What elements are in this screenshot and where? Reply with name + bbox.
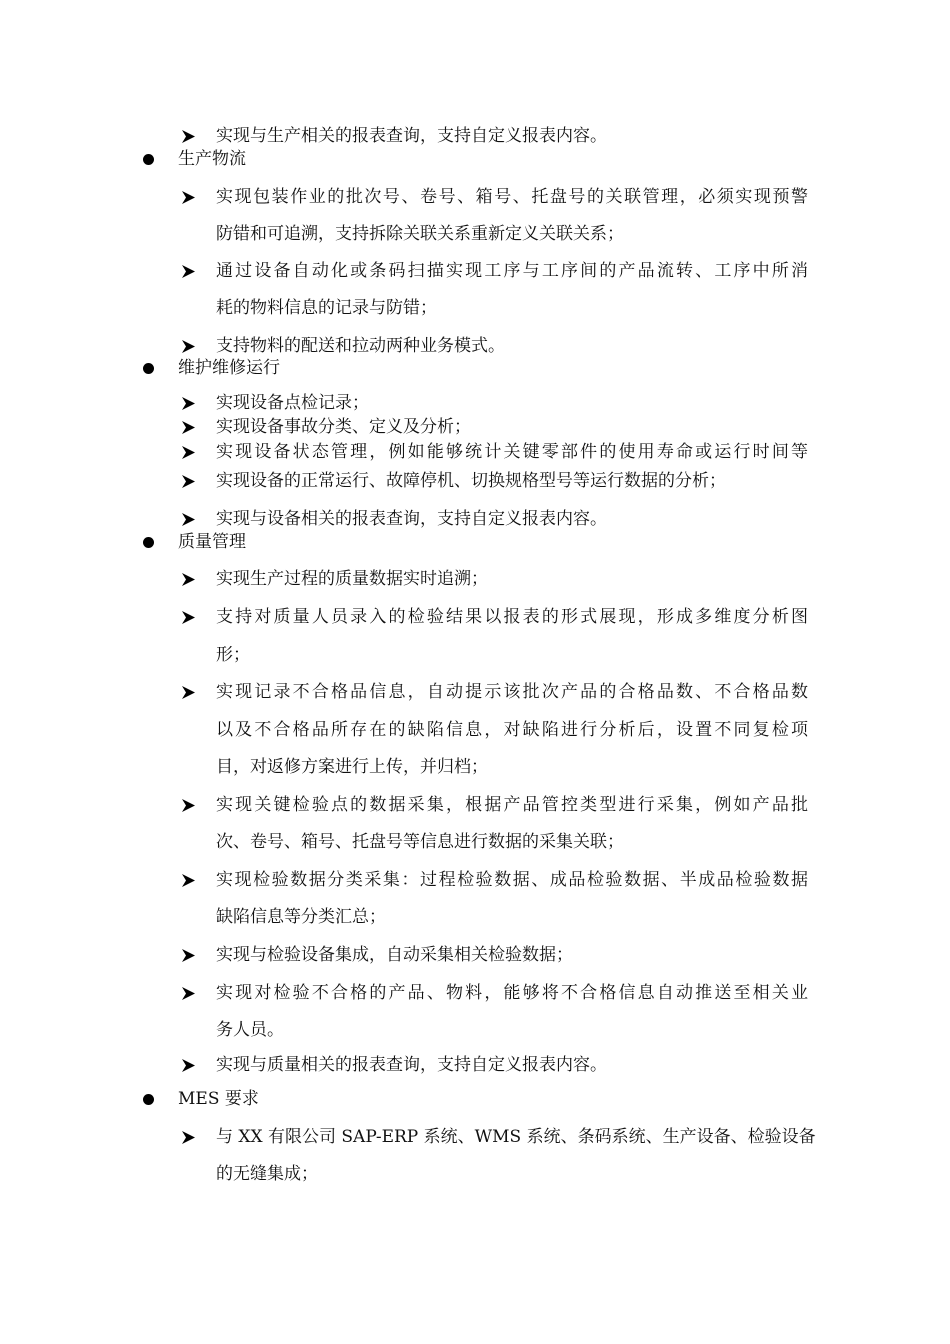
list-item-text: 的无缝集成； <box>216 1164 318 1184</box>
arrow-bullet-icon <box>181 987 195 1000</box>
list-item-text: 以及不合格品所存在的缺陷信息，对缺陷进行分析后，设置不同复检项 <box>216 720 808 740</box>
arrow-bullet-icon <box>181 421 195 434</box>
dot-bullet-icon <box>143 537 154 548</box>
dot-bullet-icon <box>143 154 154 165</box>
arrow-bullet-icon <box>181 191 195 204</box>
list-item <box>0 415 950 439</box>
list-item-text: 实现生产过程的质量数据实时追溯； <box>216 569 488 589</box>
list-item <box>0 981 950 1005</box>
arrow-bullet-icon <box>181 340 195 353</box>
section-title: 维护维修运行 <box>178 358 280 378</box>
list-item <box>0 567 950 591</box>
list-item <box>0 334 950 358</box>
arrow-bullet-icon <box>181 874 195 887</box>
list-item-text: 形； <box>216 645 250 665</box>
list-item-continuation <box>0 1162 950 1186</box>
list-item-text: 实现设备状态管理，例如能够统计关键零部件的使用寿命或运行时间等 <box>216 442 808 462</box>
list-item-text: 缺陷信息等分类汇总； <box>216 907 386 927</box>
list-item <box>0 943 950 967</box>
list-item <box>0 868 950 892</box>
list-item <box>0 391 950 415</box>
list-item-text: 次、卷号、箱号、托盘号等信息进行数据的采集关联； <box>216 832 624 852</box>
list-item-text: 实现检验数据分类采集：过程检验数据、成品检验数据、半成品检验数据 <box>216 870 808 890</box>
list-item-continuation <box>0 643 950 667</box>
list-item <box>0 793 950 817</box>
list-item-text: 支持对质量人员录入的检验结果以报表的形式展现，形成多维度分析图 <box>216 607 808 627</box>
arrow-bullet-icon <box>181 686 195 699</box>
arrow-bullet-icon <box>181 397 195 410</box>
list-item-continuation <box>0 1018 950 1042</box>
list-item-text: 与 XX 有限公司 SAP-ERP 系统、WMS 系统、条码系统、生产设备、检验设备 <box>216 1127 816 1147</box>
list-item <box>0 185 950 209</box>
section-title: 质量管理 <box>178 532 246 552</box>
arrow-bullet-icon <box>181 446 195 459</box>
list-item <box>0 124 950 148</box>
section-heading-mes <box>0 1087 950 1111</box>
dot-bullet-icon <box>143 1094 154 1105</box>
list-item <box>0 440 950 464</box>
list-item <box>0 469 950 493</box>
list-item-continuation <box>0 905 950 929</box>
arrow-bullet-icon <box>181 1131 195 1144</box>
list-item-continuation <box>0 296 950 320</box>
list-item-text: 实现关键检验点的数据采集，根据产品管控类型进行采集，例如产品批 <box>216 795 808 815</box>
list-item <box>0 1125 950 1149</box>
list-item-text: 实现与检验设备集成，自动采集相关检验数据； <box>216 945 573 965</box>
section-heading-quality <box>0 530 950 554</box>
list-item-text: 实现设备的正常运行、故障停机、切换规格型号等运行数据的分析； <box>216 471 726 491</box>
list-item-text: 务人员。 <box>216 1020 284 1040</box>
section-title: 生产物流 <box>178 149 246 169</box>
arrow-bullet-icon <box>181 513 195 526</box>
list-item-text: 实现记录不合格品信息，自动提示该批次产品的合格品数、不合格品数 <box>216 682 808 702</box>
section-heading-logistics <box>0 147 950 171</box>
arrow-bullet-icon <box>181 265 195 278</box>
arrow-bullet-icon <box>181 475 195 488</box>
list-item-text: 实现与设备相关的报表查询，支持自定义报表内容。 <box>216 509 607 529</box>
arrow-bullet-icon <box>181 1059 195 1072</box>
arrow-bullet-icon <box>181 130 195 143</box>
list-item-text: 实现包装作业的批次号、卷号、箱号、托盘号的关联管理，必须实现预警 <box>216 187 808 207</box>
arrow-bullet-icon <box>181 611 195 624</box>
list-item <box>0 1053 950 1077</box>
list-item-text: 实现设备事故分类、定义及分析； <box>216 417 471 437</box>
list-item-text: 耗的物料信息的记录与防错； <box>216 298 437 318</box>
dot-bullet-icon <box>143 363 154 374</box>
list-item-text: 防错和可追溯，支持拆除关联关系重新定义关联关系； <box>216 224 624 244</box>
list-item <box>0 605 950 629</box>
list-item-text: 实现与生产相关的报表查询，支持自定义报表内容。 <box>216 126 607 146</box>
list-item <box>0 507 950 531</box>
list-item-continuation <box>0 830 950 854</box>
list-item <box>0 259 950 283</box>
list-item-text: 实现设备点检记录； <box>216 393 369 413</box>
list-item-continuation <box>0 755 950 779</box>
list-item-text: 支持物料的配送和拉动两种业务模式。 <box>216 336 505 356</box>
section-heading-maintenance <box>0 356 950 380</box>
arrow-bullet-icon <box>181 799 195 812</box>
list-item-text: 实现对检验不合格的产品、物料，能够将不合格信息自动推送至相关业 <box>216 983 808 1003</box>
arrow-bullet-icon <box>181 949 195 962</box>
section-title: MES 要求 <box>178 1089 259 1109</box>
list-item-text: 通过设备自动化或条码扫描实现工序与工序间的产品流转、工序中所消 <box>216 261 808 281</box>
list-item-continuation <box>0 718 950 742</box>
list-item-continuation <box>0 222 950 246</box>
list-item <box>0 680 950 704</box>
list-item-text: 目，对返修方案进行上传，并归档； <box>216 757 488 777</box>
arrow-bullet-icon <box>181 573 195 586</box>
list-item-text: 实现与质量相关的报表查询，支持自定义报表内容。 <box>216 1055 607 1075</box>
